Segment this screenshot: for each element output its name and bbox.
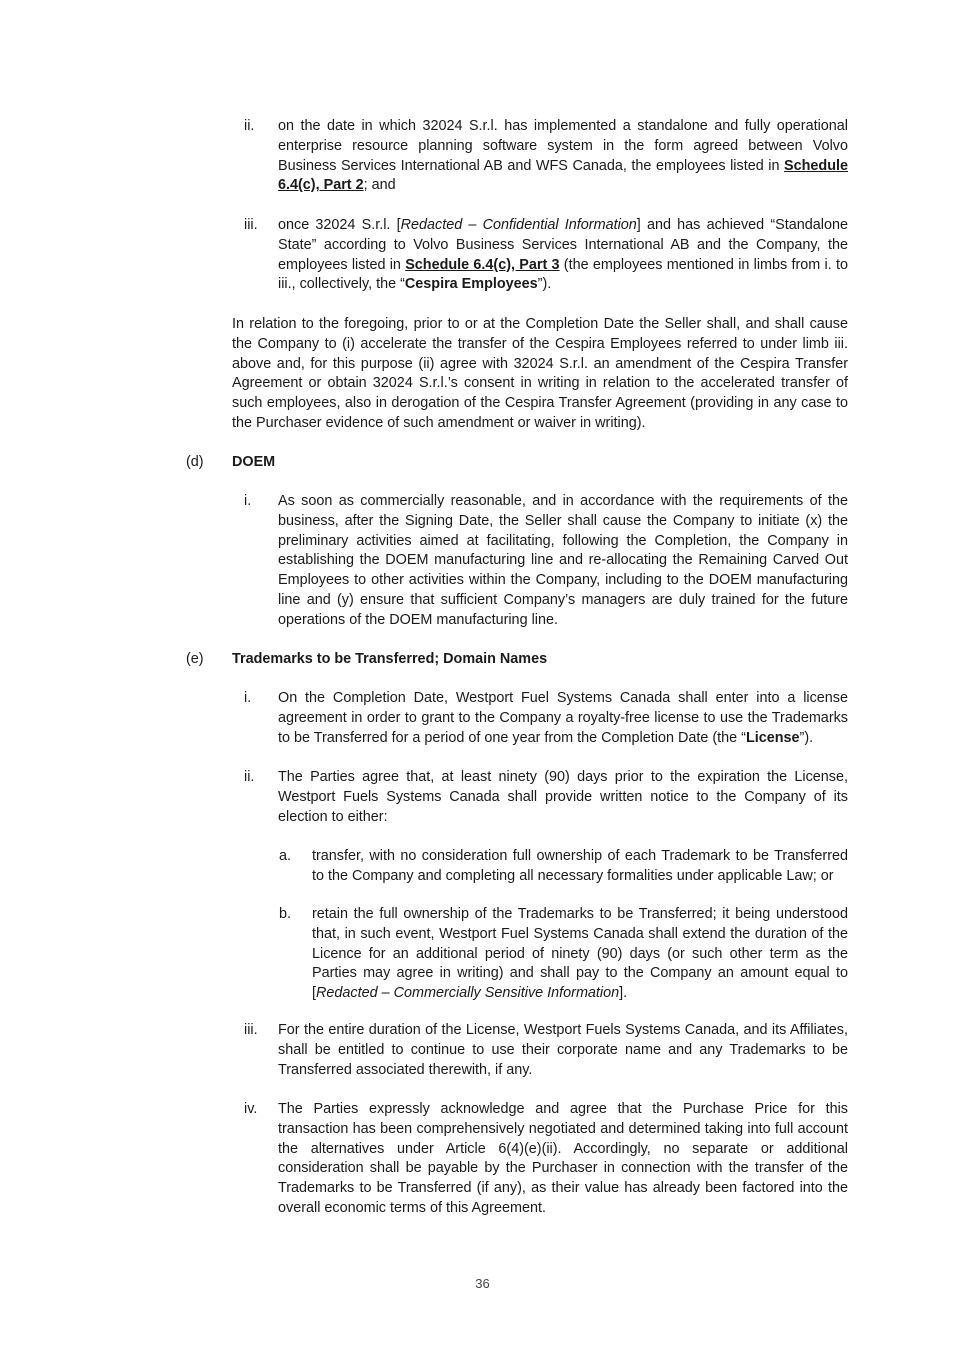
clause-text: ”). [537, 276, 552, 293]
page-number: 36 [475, 1276, 490, 1291]
schedule-reference: Schedule 6.4(c), Part 3 [405, 256, 560, 273]
clause-e-i [278, 689, 848, 748]
item-number: ii. [244, 769, 255, 785]
clause-e-iv: The Parties expressly acknowledge and agree that the Purchase Price for this transaction has been comprehensively negotiated and determined taking into full account the alternatives under Article 6(4)(e)(ii). Accordingly, no separate or additional consideration shall be payable by the Purchaser in connection with the transfer of the Trademarks to be Transferred (if any), as their value has already been factored into the overall economic terms of this Agreement. [278, 1101, 848, 1216]
clause-text: retain the full ownership of the Trademarks to be Transferred; it being understood that, in such event, Westport Fuel Systems Canada shall extend the duration of the Licence for an additional period of ninety (90) days (or such other term as the Parties may agree in writing) and shall pay to the Company an amount equal to [ [312, 906, 848, 1002]
section-label: (d) [186, 454, 204, 470]
clause-text: On the Completion Date, Westport Fuel Systems Canada shall enter into a license agreement in order to grant to the Company a royalty-free license to use the Trademarks to be Transferred for a period of one year from the Completion Date (the “ [278, 690, 848, 746]
item-number: i. [244, 690, 252, 706]
section-label: (e) [186, 651, 204, 667]
clause-text: (the employees mentioned in limbs from i. to iii., collectively, the “ [278, 256, 849, 293]
clause-text: ”). [799, 729, 814, 746]
item-number: i. [244, 493, 252, 509]
clause-c-ii [278, 117, 848, 196]
defined-term: License [745, 729, 800, 746]
clause-e-iii: For the entire duration of the License, Westport Fuels Systems Canada, and its Affiliates, shall be entitled to continue to use their corporate name and any Trademarks to be Transferred associated therewith, if any. [278, 1022, 848, 1078]
redaction-note: Redacted – Commercially Sensitive Information [316, 985, 620, 1002]
clause-e-ii-b [312, 905, 848, 1004]
clause-text: on the date in which 32024 S.r.l. has implemented a standalone and fully operational enterprise resource planning software system in the form agreed between Volvo Business Services International AB and WFS Canada, the employees listed in [278, 118, 848, 174]
item-number: iv. [244, 1101, 258, 1117]
clause-e-ii-a: transfer, with no consideration full ownership of each Trademark to be Transferred to the Company and completing all necessary formalities under applicable Law; or [312, 848, 848, 884]
clause-text: ; and [363, 177, 396, 194]
redaction-note: Redacted – Confidential Information [400, 217, 637, 233]
clause-c-iii [278, 216, 848, 295]
defined-term: Cespira Employees [404, 276, 538, 293]
clause-text: ] and has achieved “Standalone State” according to Volvo Business Services International AB and the Company, the employees listed in [278, 217, 848, 273]
schedule-reference: Schedule 6.4(c), Part 2 [278, 157, 848, 194]
item-number: a. [279, 848, 292, 864]
item-number: ii. [244, 118, 255, 134]
clause-e-ii: The Parties agree that, at least ninety (90) days prior to the expiration the License, Westport Fuels Systems Canada shall provide written notice to the Company of its election to either: [278, 769, 848, 825]
item-number: iii. [244, 217, 258, 233]
section-heading: Trademarks to be Transferred; Domain Names [232, 651, 548, 667]
item-number: iii. [244, 1022, 258, 1038]
clause-text: ]. [619, 985, 628, 1002]
section-heading: DOEM [232, 454, 276, 470]
clause-text: once 32024 S.r.l. [ [278, 217, 401, 233]
clause-d-i: As soon as commercially reasonable, and in accordance with the requirements of the business, after the Signing Date, the Seller shall cause the Company to initiate (x) the preliminary activities aimed at facilitating, following the Completion, the Company in establishing the DOEM manufacturing line and re-allocating the Remaining Carved Out Employees to other activities within the Company, including to the DOEM manufacturing line and (y) ensure that sufficient Company’s managers are duly trained for the future operations of the DOEM manufacturing line. [278, 493, 848, 628]
item-number: b. [279, 906, 292, 922]
paragraph-c: In relation to the foregoing, prior to or at the Completion Date the Seller shall, and shall cause the Company to (i) accelerate the transfer of the Cespira Employees referred to under limb iii. above and, for this purpose (ii) agree with 32024 S.r.l. an amendment of the Cespira Transfer Agreement or obtain 32024 S.r.l.’s consent in writing in relation to the accelerated transfer of such employees, also in derogation of the Cespira Transfer Agreement (providing in any case to the Purchaser evidence of such amendment or waiver in writing). [232, 316, 848, 431]
